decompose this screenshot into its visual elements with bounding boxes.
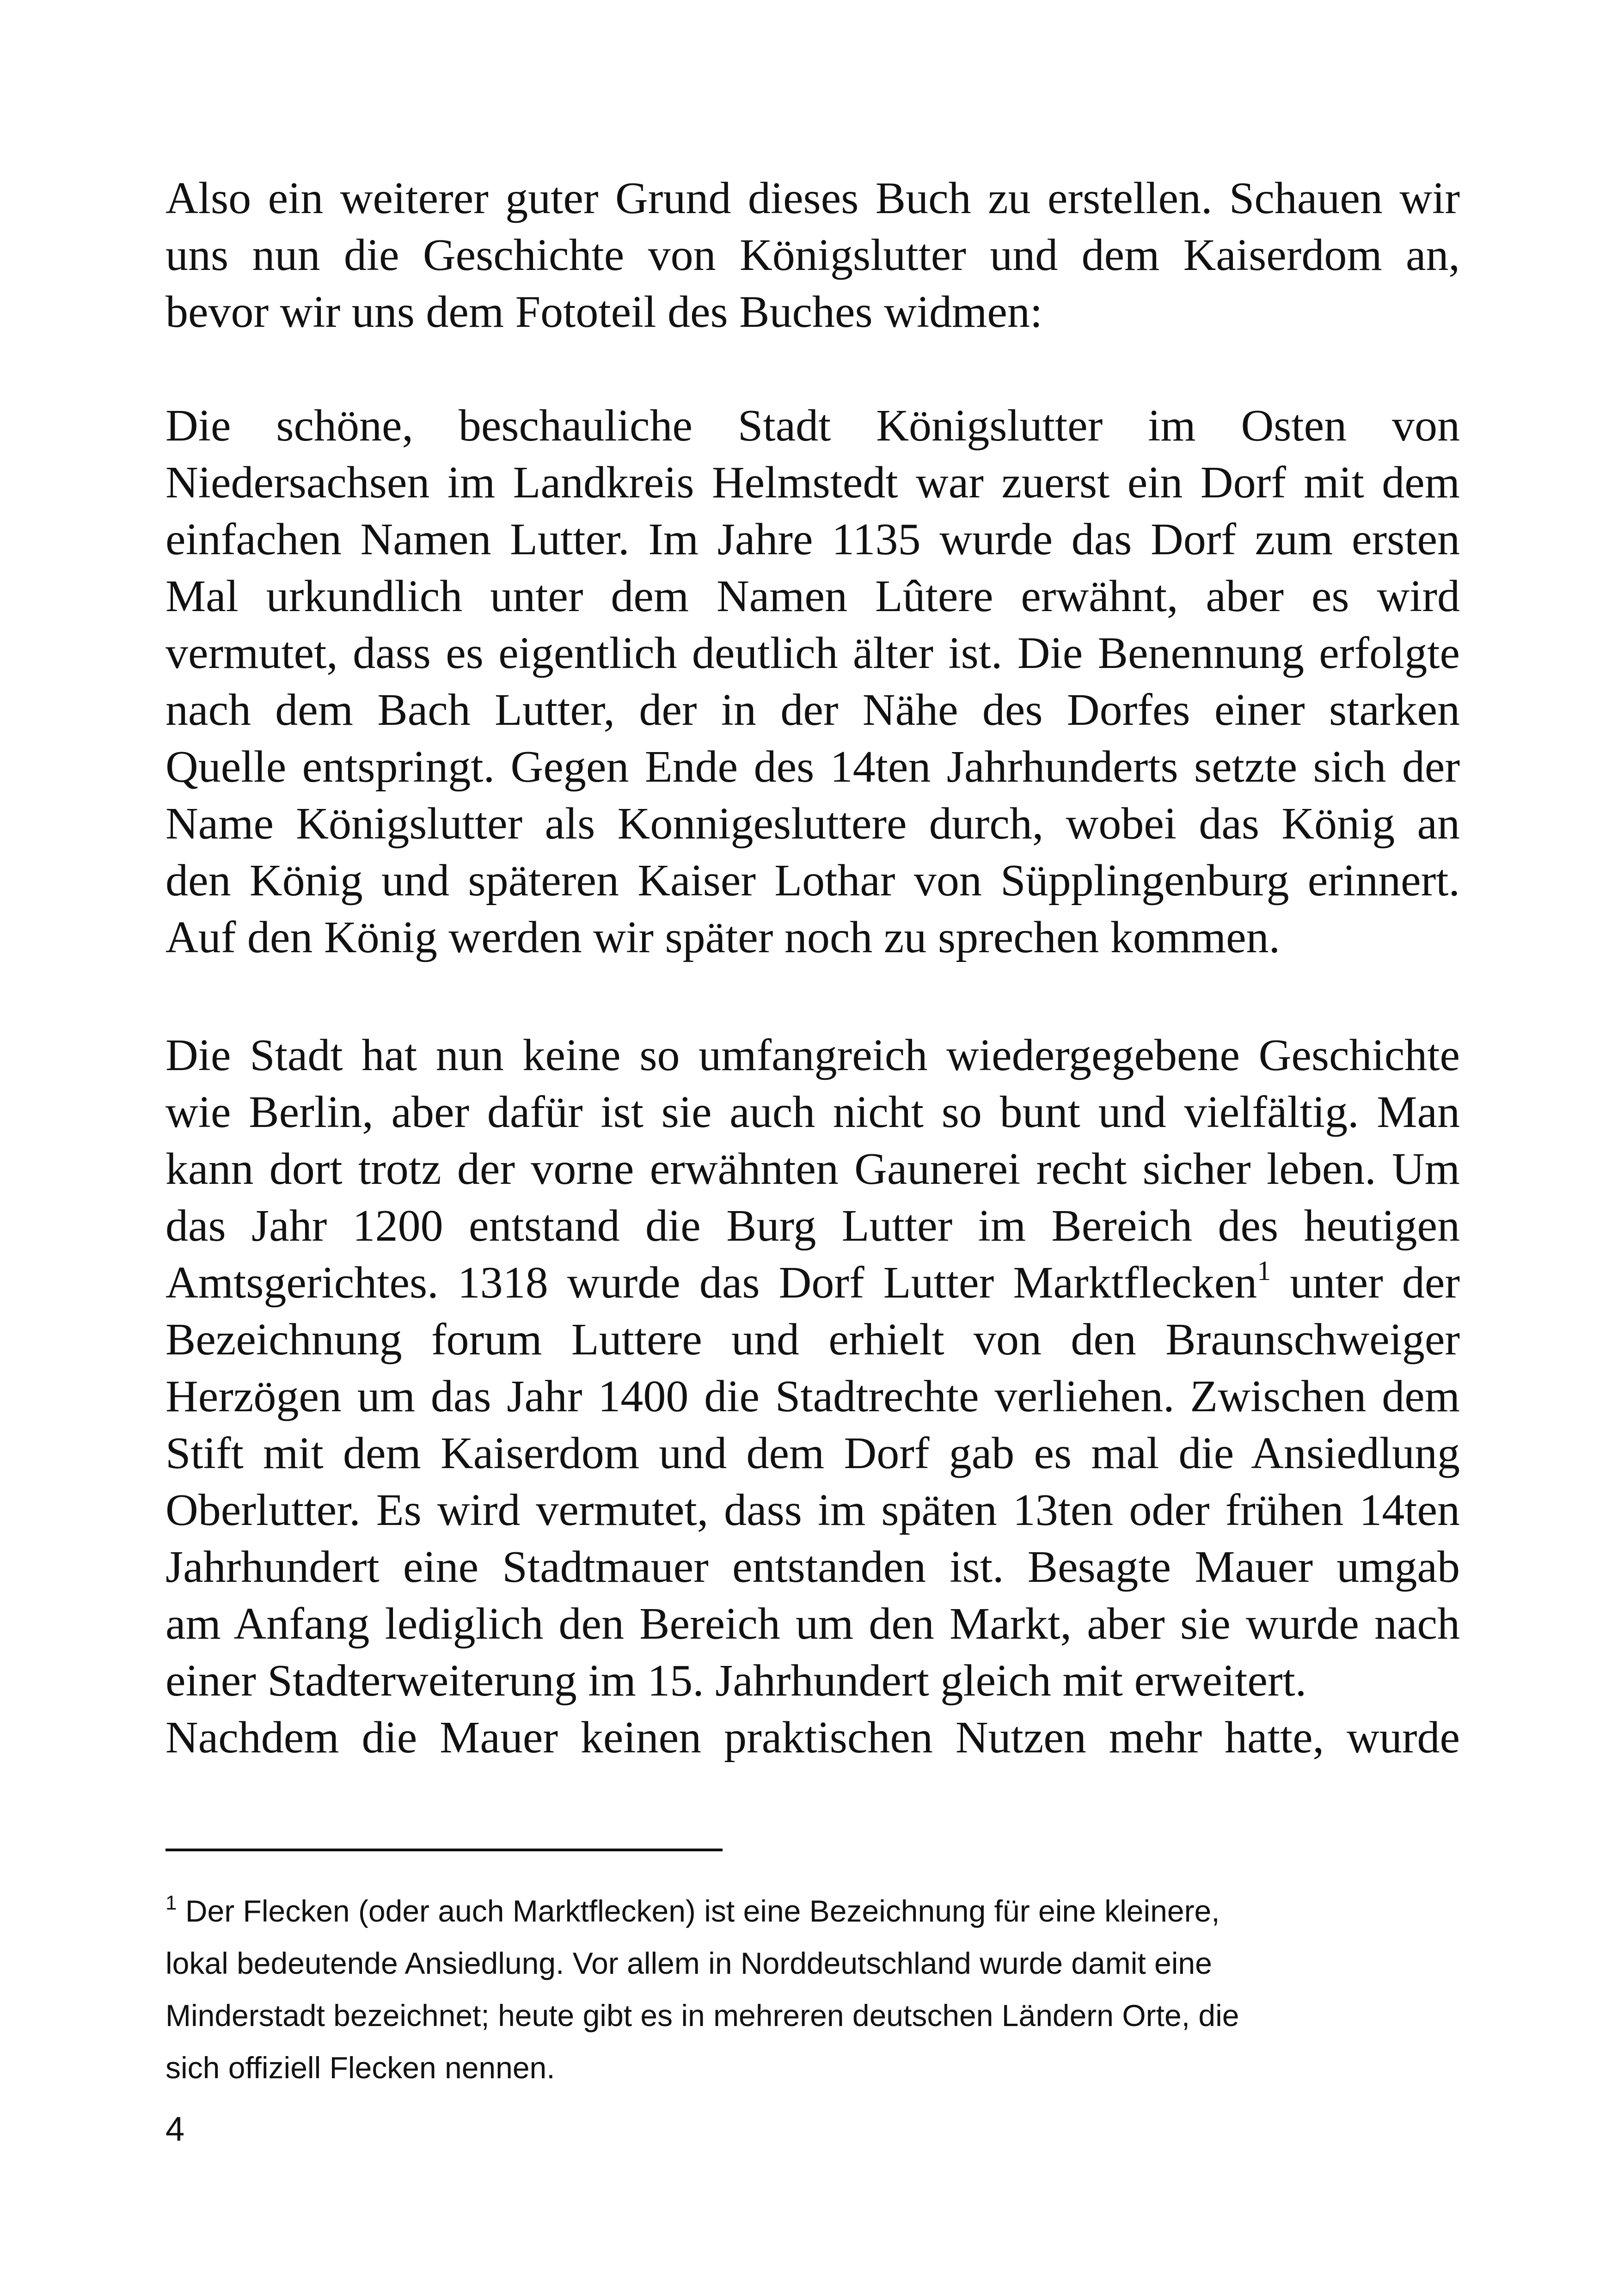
text-line: das Jahr 1200 entstand die Burg Lutter im Bereich des heutigen bbox=[165, 1201, 1460, 1251]
text-line: Bezeichnung forum Luttere und erhielt von den Braunschweiger bbox=[165, 1315, 1460, 1365]
text-line: am Anfang lediglich den Bereich um den Markt, aber sie wurde nach bbox=[165, 1599, 1460, 1649]
text-line: uns nun die Geschichte von Königslutter und dem Kaiserdom an, bbox=[165, 230, 1460, 280]
text-line: einer Stadterweiterung im 15. Jahrhundert gleich mit erweitert. bbox=[165, 1656, 1307, 1706]
text-line: bevor wir uns dem Fototeil des Buches widmen: bbox=[165, 287, 1043, 337]
text-line: wie Berlin, aber dafür ist sie auch nicht so bunt und vielfältig. Man bbox=[165, 1087, 1460, 1137]
page-number: 4 bbox=[165, 2110, 185, 2148]
text-line: Herzögen um das Jahr 1400 die Stadtrechte verliehen. Zwischen dem bbox=[165, 1371, 1460, 1421]
text-fragment: unter der bbox=[1271, 1258, 1460, 1308]
text-line: vermutet, dass es eigentlich deutlich älter ist. Die Benennung erfolgte bbox=[165, 628, 1460, 678]
text-line: Niedersachsen im Landkreis Helmstedt war zuerst ein Dorf mit dem bbox=[165, 458, 1460, 508]
text-line: Die schöne, beschauliche Stadt Königslutter im Osten von bbox=[165, 401, 1460, 451]
text-line: Jahrhundert eine Stadtmauer entstanden ist. Besagte Mauer umgab bbox=[165, 1542, 1460, 1592]
footnote-reference[interactable]: 1 bbox=[1257, 1255, 1271, 1286]
text-line: Nachdem die Mauer keinen praktischen Nutzen mehr hatte, wurde bbox=[165, 1713, 1460, 1763]
footnote-separator bbox=[165, 1849, 723, 1851]
text-line: Oberlutter. Es wird vermutet, dass im späten 13ten oder frühen 14ten bbox=[165, 1485, 1460, 1535]
footnote-line bbox=[165, 1885, 1437, 1937]
paragraph-3 bbox=[165, 1027, 1460, 1766]
text-line: Name Königslutter als Konnigesluttere durch, wobei das König an bbox=[165, 799, 1460, 849]
text-line: Auf den König werden wir später noch zu sprechen kommen. bbox=[165, 912, 1281, 962]
text-line: nach dem Bach Lutter, der in der Nähe des Dorfes einer starken bbox=[165, 685, 1460, 735]
text-line: den König und späteren Kaiser Lothar von Süpplingenburg erinnert. bbox=[165, 856, 1460, 906]
text-line: Quelle entspringt. Gegen Ende des 14ten Jahrhunderts setzte sich der bbox=[165, 742, 1460, 792]
text-line-with-footnote-ref bbox=[165, 1255, 1460, 1311]
paragraph-1 bbox=[165, 170, 1460, 341]
text-line: Mal urkundlich unter dem Namen Lûtere erwähnt, aber es wird bbox=[165, 571, 1460, 621]
paragraph-2 bbox=[165, 398, 1460, 966]
text-line: kann dort trotz der vorne erwähnten Gaunerei recht sicher leben. Um bbox=[165, 1144, 1460, 1194]
footnote-line: sich offiziell Flecken nennen. bbox=[165, 2051, 555, 2085]
text-line: Die Stadt hat nun keine so umfangreich wiedergegebene Geschichte bbox=[165, 1030, 1460, 1080]
text-fragment: Der Flecken (oder auch Marktflecken) ist eine Bezeichnung für eine kleinere, bbox=[177, 1894, 1220, 1928]
text-line: einfachen Namen Lutter. Im Jahre 1135 wurde das Dorf zum ersten bbox=[165, 514, 1460, 564]
text-line: Also ein weiterer guter Grund dieses Buch zu erstellen. Schauen wir bbox=[165, 173, 1460, 223]
footnote-line: Minderstadt bezeichnet; heute gibt es in mehreren deutschen Ländern Orte, die bbox=[165, 1998, 1239, 2033]
footnote-marker: 1 bbox=[165, 1892, 177, 1914]
footnote-line: lokal bedeutende Ansiedlung. Vor allem in Norddeutschland wurde damit eine bbox=[165, 1946, 1212, 1980]
text-line: Stift mit dem Kaiserdom und dem Dorf gab es mal die Ansiedlung bbox=[165, 1428, 1460, 1478]
footnote bbox=[165, 1885, 1437, 2094]
text-fragment: Amtsgerichtes. 1318 wurde das Dorf Lutter Marktflecken bbox=[165, 1258, 1257, 1308]
